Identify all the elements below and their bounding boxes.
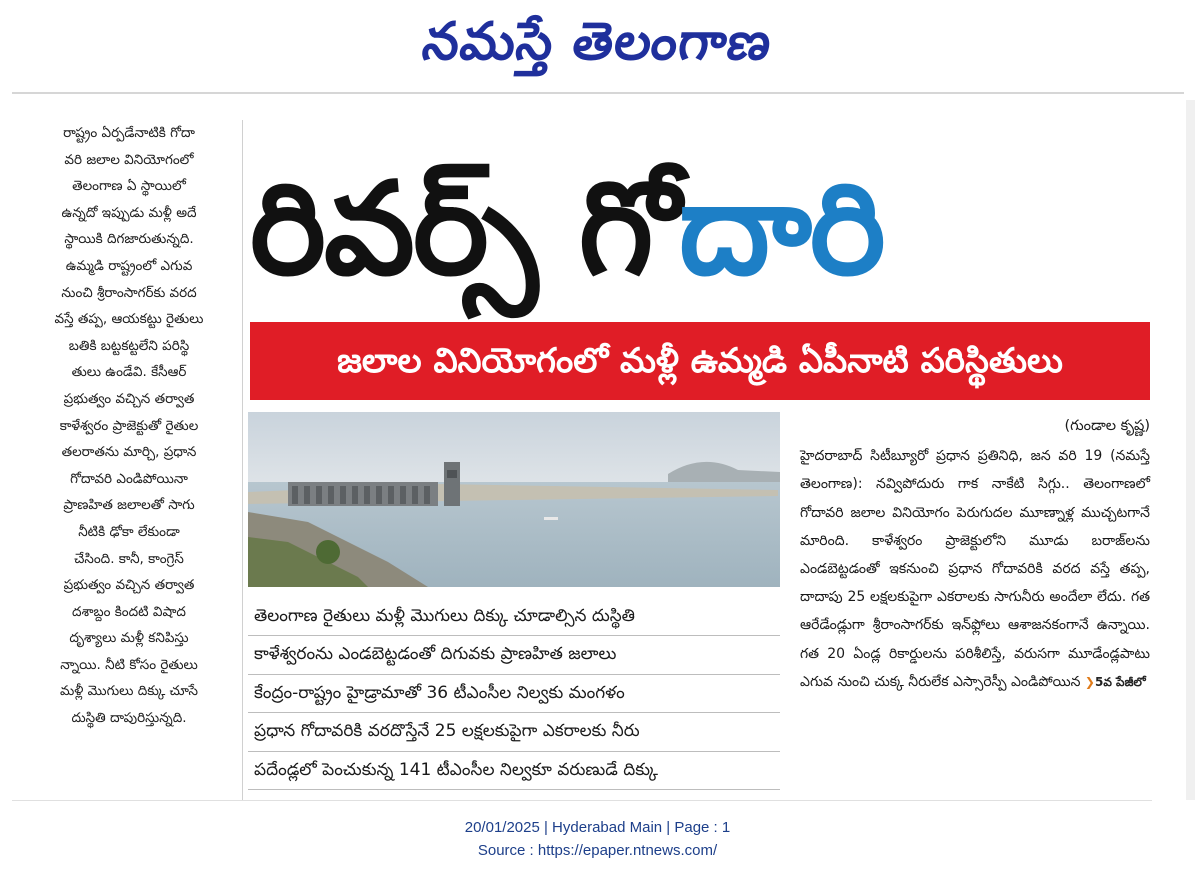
- left-line: తులు ఉండేవి. కేసీఆర్: [71, 364, 187, 381]
- article-body-text: హైదరాబాద్ సిటీబ్యూరో ప్రధాన ప్రతినిధి, జన వరి 19 (నమస్తే తెలంగాణ): నవ్విపోదురు గాక నాకేటి సిగ్గు.. తెలంగాణలో గోదావరి జలాల వినియోగం పెరుగుదల మూణ్నాళ్ల ముచ్చటగానే మారింది. కాళేశ్వరం ప్రాజెక్టులోని మూడు బరాజ్‌లను ఎండబెట్టడంతో ఇకనుంచి ప్రధాన గోదావరికి వరద వస్తే తప్ప, దాదాపు 25 లక్షలకుపైగా ఎకరాలకు సాగునీరు అందేలా లేదు. గత ఆరేడేండ్లుగా శ్రీరాంసాగర్‌కు ఇన్‌ఫ్లోలు ఆశాజనకంగానే ఉన్నాయి. గత 20 ఏండ్ల రికార్డులను పరిశీలిస్తే, వరుసగా మూడేండ్లపాటు ఎగువ నుంచి చుక్క నీరులేక ఎస్సారెస్పీ ఎండిపోయిన: [800, 448, 1150, 690]
- bottom-rule: [12, 800, 1152, 801]
- masthead-title: నమస్తే తెలంగాణ: [418, 12, 777, 72]
- left-line: వరి జలాల వినియోగంలో: [64, 151, 194, 168]
- article-column: [800, 412, 1150, 696]
- left-line: స్థాయికి దిగజారుతున్నది.: [64, 231, 194, 248]
- left-line: ఉన్నదో ఇప్పుడు మళ్లీ అదే: [61, 204, 197, 221]
- headline-black: రివర్స్ గో: [250, 155, 679, 304]
- left-line: వస్తే తప్ప, ఆయకట్టు రైతులు: [54, 311, 204, 328]
- masthead: [0, 4, 1195, 80]
- caption-line: కేంద్రం-రాష్ట్రం హైడ్రామాతో 36 టీఎంసీల నిల్వకు మంగళం: [248, 675, 780, 713]
- left-line: దశాబ్దం కిందటి విషాద: [72, 603, 186, 620]
- headline-blue: దారి: [678, 155, 884, 304]
- left-column-text: [24, 120, 234, 732]
- caption-line: ప్రధాన గోదావరికి వరదొస్తేనే 25 లక్షలకుపైగా ఎకరాలకు నీరు: [248, 713, 780, 751]
- footer: [0, 816, 1195, 862]
- left-line: ప్రభుత్వం వచ్చిన తర్వాత: [63, 390, 195, 407]
- barrage-photo: [248, 412, 780, 587]
- article-body: [800, 442, 1150, 696]
- banner-text: జలాల వినియోగంలో మళ్లీ ఉమ్మడి ఏపీనాటి పరిస్థితులు: [337, 341, 1063, 381]
- left-line: ప్రభుత్వం వచ్చిన తర్వాత: [63, 577, 195, 594]
- left-line: దుస్థితి దాపురిస్తున్నది.: [71, 710, 187, 727]
- chevron-right-icon: ❯: [1084, 674, 1095, 689]
- left-line: బతికి బట్టకట్టలేని పరిస్థి: [68, 337, 190, 354]
- left-line: మళ్లీ మొగులు దిక్కు చూసే: [59, 683, 198, 700]
- left-line: తెలంగాణ ఏ స్థాయిలో: [72, 178, 186, 195]
- left-line: తలరాతను మార్చి, ప్రధాన: [61, 444, 197, 461]
- left-line: నీటికి ఢోకా లేకుండా: [78, 523, 180, 540]
- footer-date-edition: 20/01/2025 | Hyderabad Main | Page : 1: [464, 819, 731, 836]
- continued-text: 5వ పేజీలో: [1094, 674, 1146, 689]
- byline: (గుండాల కృష్ణ): [1064, 418, 1150, 434]
- headline: [250, 140, 1180, 320]
- left-line: రాష్ట్రం ఏర్పడేనాటికి గోదా: [63, 125, 195, 141]
- photo-caption: [248, 598, 780, 790]
- subheadline-banner: [250, 322, 1150, 400]
- left-line: ఉమ్మడి రాష్ట్రంలో ఎగువ: [65, 257, 193, 274]
- left-line: కాళేశ్వరం ప్రాజెక్టుతో రైతుల: [59, 417, 199, 434]
- left-line: దృశ్యాలు మళ్లీ కనిపిస్తు: [69, 630, 189, 647]
- page-edge: [1186, 100, 1195, 800]
- left-line: న్నాయి. నీటి కోసం రైతులు: [60, 656, 198, 673]
- top-rule: [12, 92, 1184, 94]
- left-line: ప్రాణహిత జలాలతో సాగు: [63, 497, 195, 514]
- caption-line: తెలంగాణ రైతులు మళ్లీ మొగులు దిక్కు చూడాల్సిన దుస్థితి: [248, 598, 780, 636]
- footer-source[interactable]: Source : https://epaper.ntnews.com/: [477, 842, 718, 859]
- caption-line: పదేండ్లలో పెంచుకున్న 141 టీఎంసీల నిల్వకూ వరుణుడే దిక్కు: [248, 752, 780, 790]
- left-line: గోదావరి ఎండిపోయినా: [70, 470, 188, 487]
- continued-link[interactable]: [1085, 675, 1146, 689]
- left-line: నుంచి శ్రీరాంసాగర్‌కు వరద: [61, 284, 197, 301]
- column-divider: [242, 120, 243, 800]
- left-line: చేసింది. కానీ, కాంగ్రెస్: [74, 550, 184, 567]
- caption-line: కాళేశ్వరంను ఎండబెట్టడంతో దిగువకు ప్రాణహిత జలాలు: [248, 636, 780, 674]
